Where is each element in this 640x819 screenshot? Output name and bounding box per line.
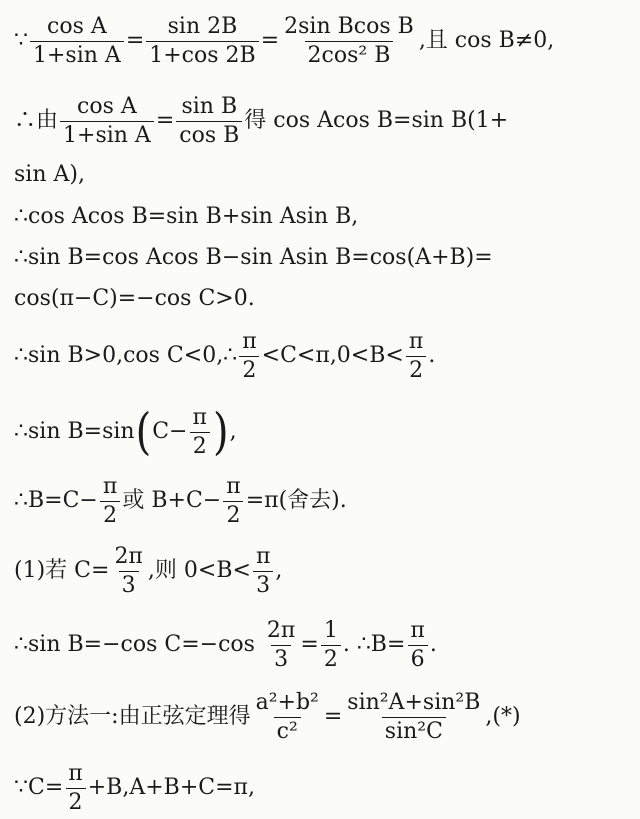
- math-text: ,则 0<B<: [147, 557, 251, 583]
- numerator: cos A: [77, 94, 137, 120]
- math-text: .: [428, 342, 436, 368]
- math-text: ,: [275, 557, 283, 583]
- numerator: π: [410, 618, 425, 644]
- numerator: sin B: [181, 94, 238, 120]
- math-text: ∴sin B=sin: [14, 418, 135, 444]
- math-text: =: [125, 27, 145, 53]
- numerator: 2π: [266, 618, 296, 644]
- math-text: =: [260, 27, 280, 53]
- numerator: 2π: [114, 544, 143, 570]
- math-text: =: [323, 703, 343, 729]
- fraction: [30, 15, 124, 66]
- fraction: [65, 762, 85, 813]
- math-text: ∵C=: [14, 774, 64, 800]
- denominator: 6: [408, 645, 428, 671]
- math-line-9: [14, 470, 632, 532]
- fraction: [189, 406, 209, 457]
- math-line-4: [14, 202, 632, 232]
- math-text: ∴sin B=−cos C=−cos: [14, 631, 262, 657]
- denominator: 3: [271, 645, 291, 671]
- large-parenthesis: ): [212, 403, 229, 461]
- fraction: [281, 15, 417, 66]
- math-line-5: [14, 243, 632, 273]
- fraction: [239, 330, 259, 381]
- fraction: [407, 619, 427, 670]
- fraction: [344, 691, 483, 742]
- math-text: ∴sin B=cos Acos B−sin Asin B=cos(A+B)=: [14, 244, 493, 270]
- fraction: [406, 330, 426, 381]
- math-text: 得 cos Acos B=sin B(1+: [244, 107, 509, 133]
- denominator: c²: [274, 717, 301, 743]
- math-line-10: [14, 540, 632, 602]
- denominator: 2: [190, 432, 210, 458]
- math-text: (1)若 C=: [14, 557, 110, 583]
- math-line-1: [14, 10, 632, 72]
- math-text: ∴B=C−: [14, 487, 98, 513]
- math-text: ∴sin B>0,cos C<0,∴: [14, 342, 238, 368]
- fraction: [111, 545, 145, 596]
- denominator: 2cos² B: [305, 41, 394, 67]
- math-text: ,且 cos B≠0,: [418, 27, 555, 53]
- math-line-6: [14, 284, 632, 314]
- fraction: [100, 475, 120, 526]
- math-text: ∴cos Acos B=sin B+sin Asin B,: [14, 203, 359, 229]
- numerator: π: [408, 329, 424, 355]
- fraction: [264, 619, 298, 670]
- denominator: 2: [223, 501, 243, 527]
- math-text: (2)方法一:由正弦定理得: [14, 703, 251, 729]
- denominator: 1+sin A: [60, 121, 154, 147]
- math-text: . ∴B=: [342, 631, 406, 657]
- denominator: 2: [100, 501, 120, 527]
- math-text: cos(π−C)=−cos C>0.: [14, 285, 255, 311]
- numerator: π: [192, 405, 207, 431]
- math-line-12: [14, 686, 632, 748]
- math-text: ∵: [14, 27, 28, 53]
- math-text: +B,A+B+C=π,: [87, 774, 255, 800]
- fraction: [321, 619, 341, 670]
- fraction: [146, 15, 258, 66]
- fraction: [253, 691, 322, 742]
- denominator: cos B: [176, 121, 242, 147]
- math-line-3: [14, 160, 632, 190]
- large-parenthesis: (: [135, 403, 152, 461]
- math-line-7: [14, 325, 632, 387]
- denominator: 2: [321, 645, 341, 671]
- numerator: 2sin Bcos B: [284, 14, 414, 40]
- fraction: [223, 475, 243, 526]
- math-text: .: [429, 631, 437, 657]
- fraction: [253, 545, 273, 596]
- denominator: 2: [406, 356, 426, 382]
- math-text: =π(舍去).: [245, 487, 347, 513]
- math-text: =: [300, 631, 319, 657]
- denominator: 3: [119, 571, 139, 597]
- fraction: [60, 95, 154, 146]
- math-line-2: [14, 90, 632, 152]
- numerator: 1: [323, 618, 338, 644]
- denominator: 2: [66, 788, 86, 814]
- numerator: cos A: [47, 14, 107, 40]
- math-text: sin A),: [14, 161, 85, 187]
- numerator: sin²A+sin²B: [347, 690, 481, 716]
- math-text: 或 B+C−: [122, 487, 222, 513]
- math-text: =: [155, 107, 175, 133]
- math-line-11: [14, 614, 632, 676]
- numerator: π: [242, 329, 257, 355]
- denominator: 2: [239, 356, 259, 382]
- math-text: ∴由: [14, 107, 59, 133]
- numerator: π: [255, 544, 271, 570]
- math-line-13: [14, 757, 632, 819]
- numerator: sin 2B: [167, 14, 238, 40]
- numerator: π: [226, 474, 241, 500]
- fraction: [176, 95, 242, 146]
- math-text: <C<π,0<B<: [261, 342, 404, 368]
- numerator: π: [102, 474, 118, 500]
- denominator: sin²C: [382, 717, 446, 743]
- math-text: C−: [152, 418, 188, 444]
- denominator: 1+cos 2B: [146, 41, 258, 67]
- numerator: a²+b²: [255, 690, 319, 716]
- denominator: 1+sin A: [30, 41, 124, 67]
- math-text: ,(*): [485, 703, 521, 729]
- math-line-8: [14, 401, 632, 463]
- numerator: π: [68, 761, 83, 787]
- math-text: ,: [229, 418, 237, 444]
- denominator: 3: [253, 571, 273, 597]
